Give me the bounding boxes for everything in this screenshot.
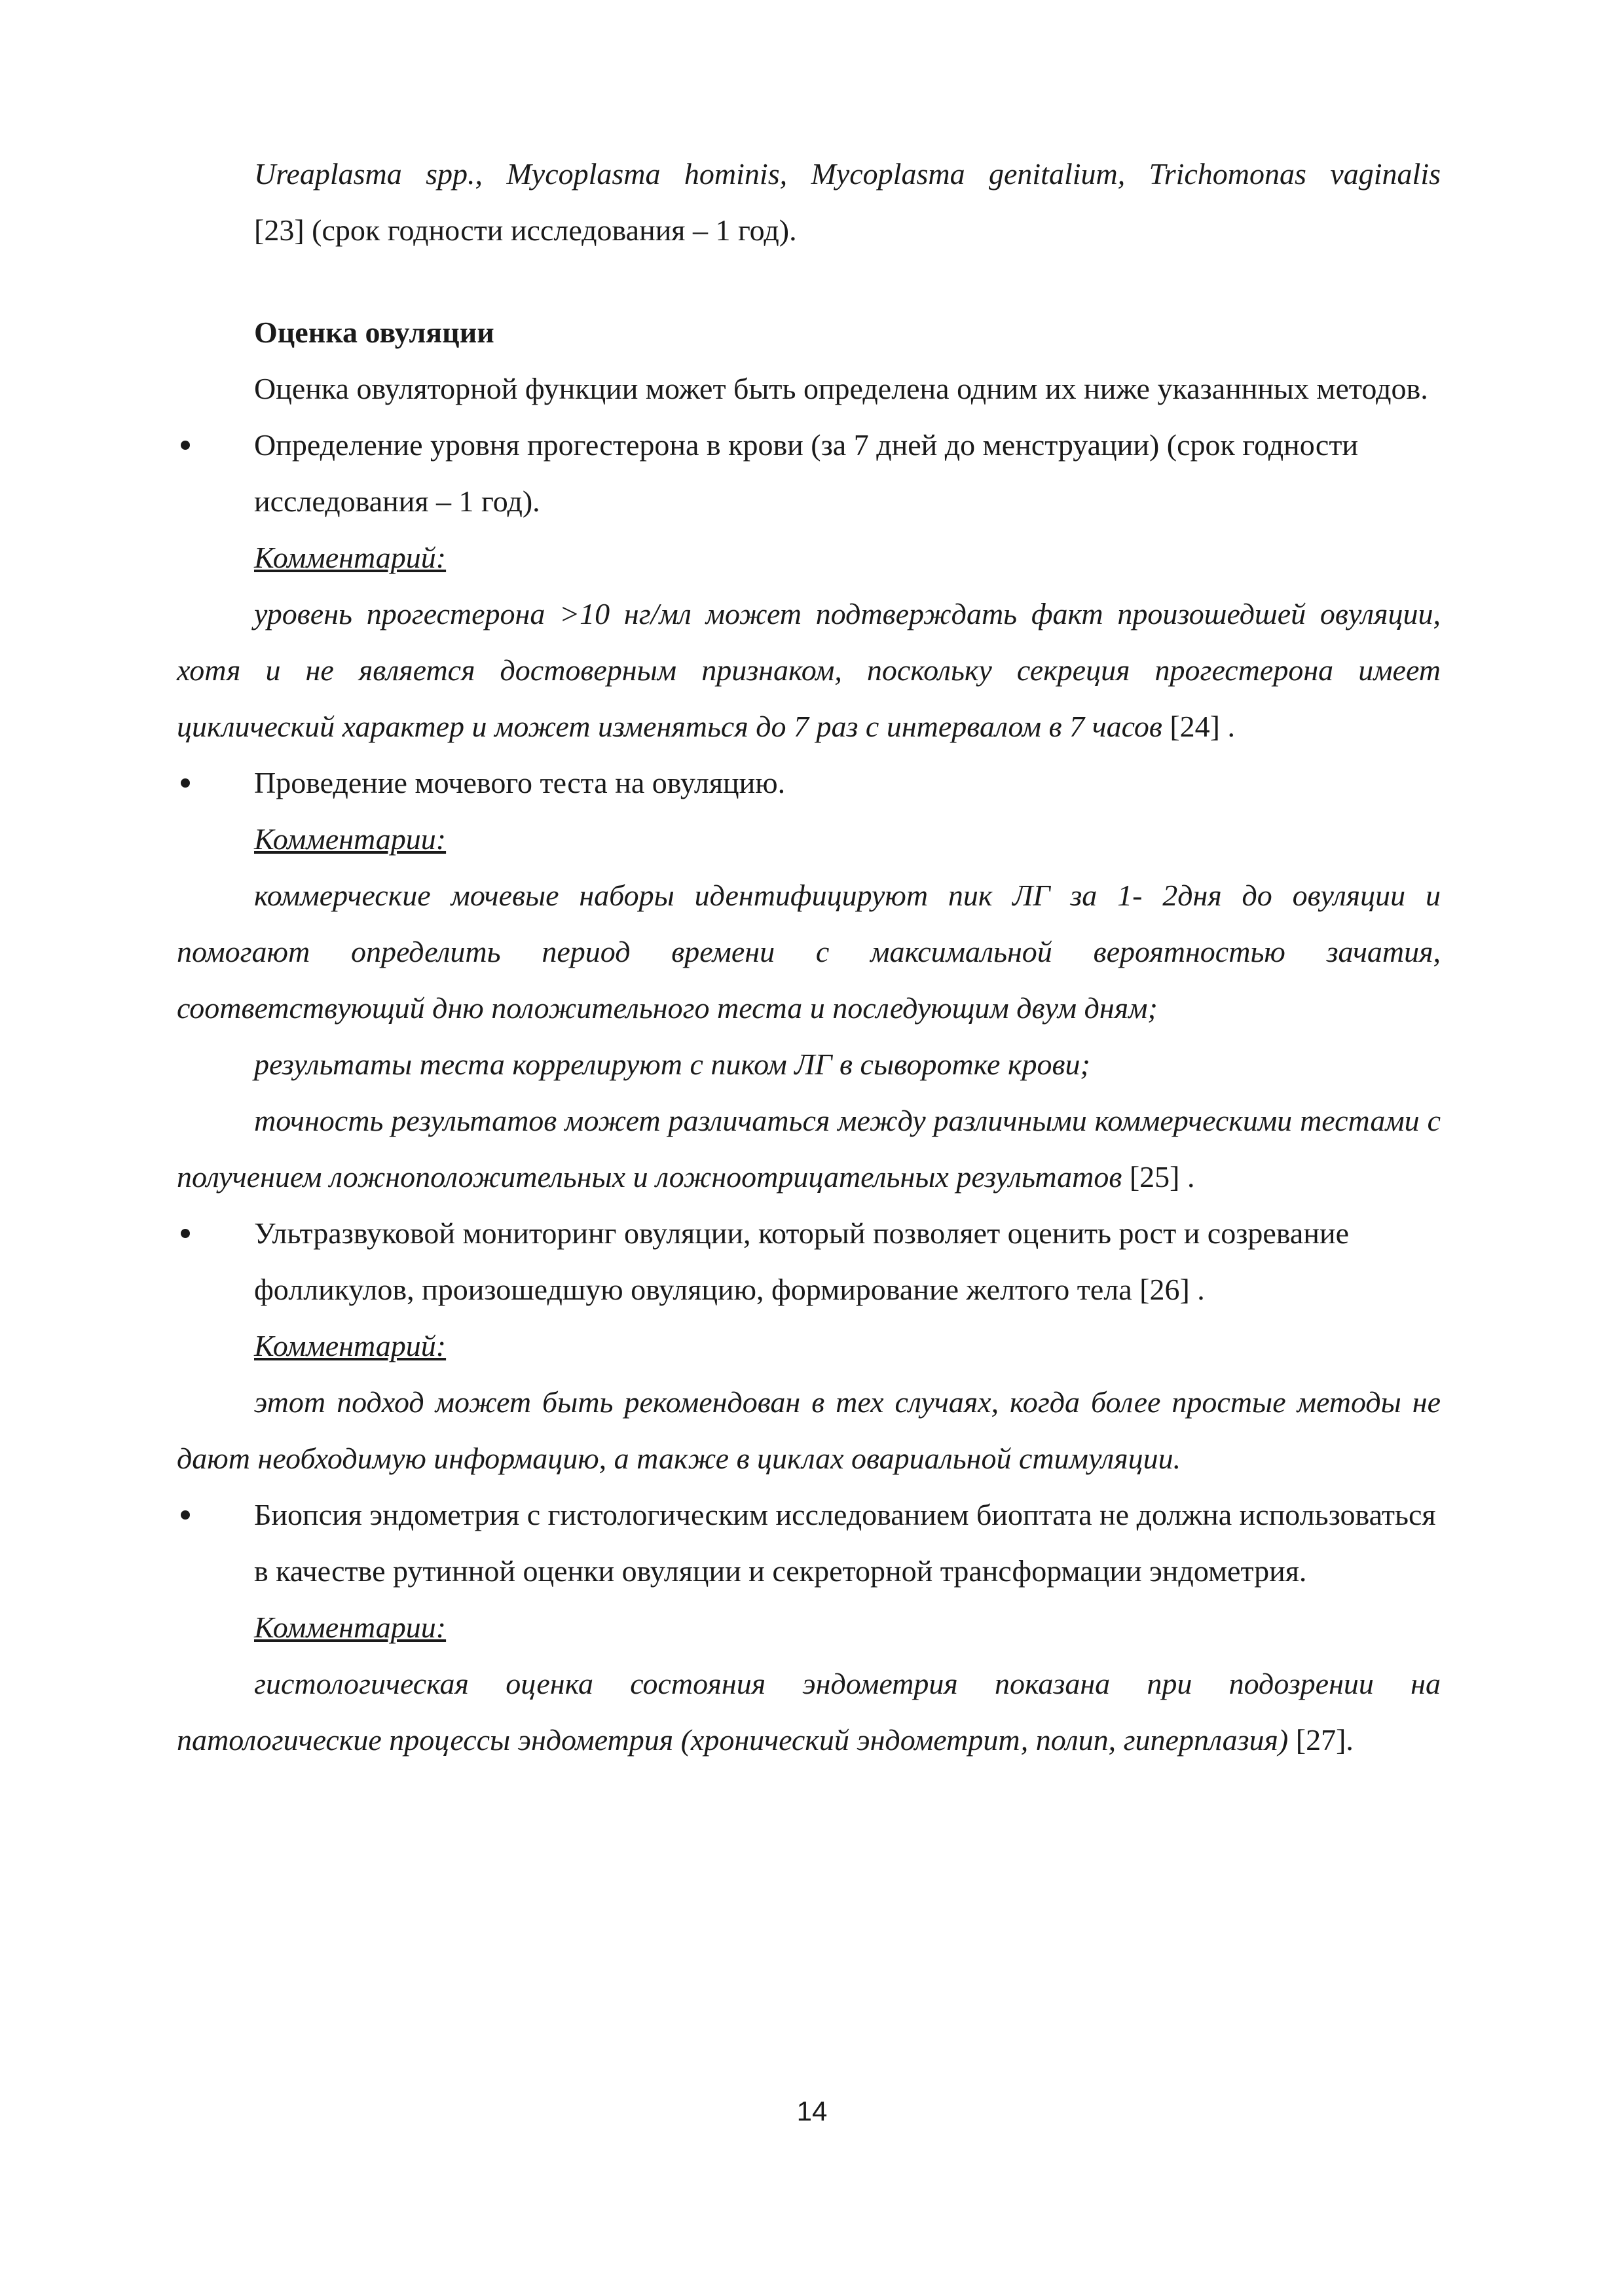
list-item bbox=[177, 1205, 1441, 1318]
comment-text: точность результатов может различаться между различными коммерческими тестами с получением ложноположительных и ложноотрицательных результатов bbox=[177, 1104, 1441, 1194]
comment-paragraph bbox=[177, 1093, 1441, 1205]
list-item bbox=[177, 1487, 1441, 1599]
intro-paragraph: Оценка овуляторной функции может быть определена одним их ниже указаннных методов. bbox=[254, 372, 1428, 405]
comment-paragraph bbox=[177, 1656, 1441, 1768]
page-number: 14 bbox=[796, 2096, 828, 2126]
comment-label: Комментарии: bbox=[254, 1611, 447, 1644]
list-item bbox=[177, 755, 1441, 811]
comment-text: уровень прогестерона >10 нг/мл может подтверждать факт произошедшей овуляции, хотя и не является достоверным признаком, поскольку секреция прогестерона имеет циклический характер и может изменяться до 7 раз с интервалом в 7 часов bbox=[177, 597, 1441, 743]
pathogen-list: Ureaplasma spp., Mycoplasma hominis, Mycoplasma genitalium, Trichomonas vaginalis bbox=[254, 157, 1441, 191]
comment-text: этот подход может быть рекомендован в тех случаях, когда более простые методы не дают необходимую информацию, а также в циклах овариальной стимуляции. bbox=[177, 1385, 1441, 1475]
comment-paragraph bbox=[177, 867, 1441, 1036]
comment-label: Комментарии: bbox=[254, 822, 447, 856]
list-item-text: Определение уровня прогестерона в крови (за 7 дней до менструации) (срок годности исследования – 1 год). bbox=[254, 428, 1359, 518]
comment-paragraph bbox=[177, 1036, 1441, 1093]
citation: [27]. bbox=[1288, 1723, 1354, 1757]
list-item-text: Биопсия эндометрия с гистологическим исследованием биоптата не должна использоваться в качестве рутинной оценки овуляции и секреторной трансформации эндометрия. bbox=[254, 1498, 1436, 1588]
list-item-text: Проведение мочевого теста на овуляцию. bbox=[254, 766, 786, 799]
comment-paragraph bbox=[177, 1374, 1441, 1487]
page-content bbox=[177, 146, 1441, 1768]
citation: [24] . bbox=[1162, 710, 1235, 743]
list-item bbox=[177, 417, 1441, 530]
comment-paragraph bbox=[177, 586, 1441, 755]
list-item-text: Ультразвуковой мониторинг овуляции, который позволяет оценить рост и созревание фолликулов, произошедшую овуляцию, формирование желтого тела [26] . bbox=[254, 1216, 1349, 1306]
comment-text: гистологическая оценка состояния эндометрия показана при подозрении на патологические процессы эндометрия (хронический эндометрит, полип, гиперплазия) bbox=[177, 1667, 1441, 1757]
comment-label: Комментарий: bbox=[254, 541, 447, 574]
reference-line: [23] (срок годности исследования – 1 год). bbox=[254, 213, 797, 247]
citation: [25] . bbox=[1122, 1160, 1195, 1194]
section-heading: Оценка овуляции bbox=[254, 316, 494, 349]
comment-text: результаты теста коррелируют с пиком ЛГ в сыворотке крови; bbox=[254, 1048, 1090, 1081]
comment-label: Комментарий: bbox=[254, 1329, 447, 1362]
comment-text: коммерческие мочевые наборы идентифицируют пик ЛГ за 1- 2дня до овуляции и помогают определить период времени с максимальной вероятностью зачатия, соответствующий дню положительного теста и последующим двум дням; bbox=[177, 879, 1441, 1025]
